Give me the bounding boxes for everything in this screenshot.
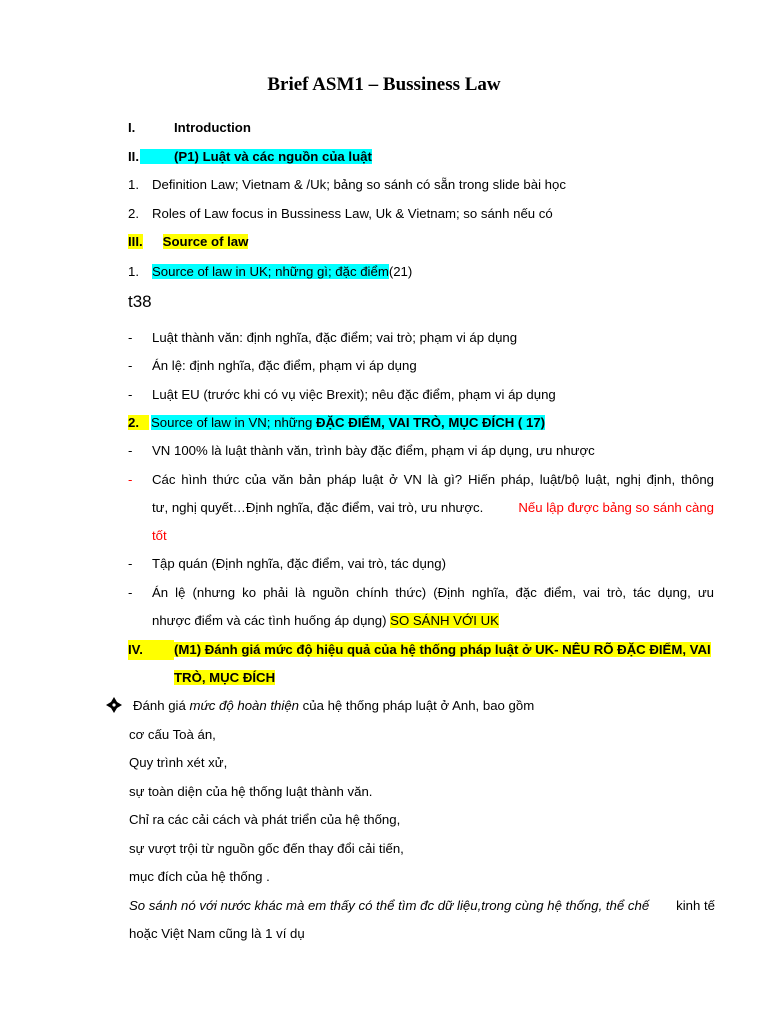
para-2: Quy trình xét xử, xyxy=(129,755,228,770)
para-4: Chỉ ra các cải cách và phát triển của hệ thống, xyxy=(129,812,401,827)
dash-5-line-3: tốt xyxy=(152,528,167,543)
bullet-1-c: của hệ thống pháp luật ở Anh, bao gồm xyxy=(298,698,535,713)
section-2-number: II. xyxy=(128,149,139,164)
section-1-number: I. xyxy=(128,120,136,135)
list-2-text: Roles of Law focus in Bussiness Law, Uk & Vietnam; so sánh nếu có xyxy=(152,206,553,221)
list-3-rest: (21) xyxy=(388,264,413,279)
dash-4-marker: - xyxy=(128,443,133,458)
para-7 xyxy=(129,896,715,916)
list-3-highlight: Source of law in UK; những gì; đặc điểm xyxy=(152,264,389,279)
document-title: Brief ASM1 – Bussiness Law xyxy=(267,74,501,95)
dash-3-marker: - xyxy=(128,387,133,402)
section-4-line-2 xyxy=(174,668,275,688)
dash-7-line-2 xyxy=(152,611,499,631)
list-2-number: 2. xyxy=(128,206,139,221)
note-t38: t38 xyxy=(128,292,152,311)
list-3-number: 1. xyxy=(128,264,139,279)
dash-5-line-2-red: Nếu lập được bảng so sánh càng xyxy=(518,500,714,515)
para-5: sự vượt trội từ nguồn gốc đến thay đổi cải tiến, xyxy=(129,841,404,856)
section-3-number: III. xyxy=(128,234,143,249)
section-2-title-wrap xyxy=(140,147,372,167)
para-8: hoặc Việt Nam cũng là 1 ví dụ xyxy=(129,926,305,941)
dash-1-marker: - xyxy=(128,330,133,345)
dash-6-text: Tập quán (Định nghĩa, đặc điểm, vai trò, tác dụng) xyxy=(152,556,446,571)
section-4-title-1: (M1) Đánh giá mức độ hiệu quả của hệ thống pháp luật ở UK- NÊU RÕ ĐẶC ĐIỂM, VAI xyxy=(174,642,711,657)
dash-5-line-2-text: tư, nghị quyết…Định nghĩa, đặc điểm, vai trò, ưu nhược. xyxy=(152,500,484,515)
section-4-number: IV. xyxy=(128,640,174,660)
list-4-bold: ĐẶC ĐIỂM, VAI TRÒ, MỤC ĐÍCH ( 17) xyxy=(315,415,546,430)
list-4-number-wrap xyxy=(128,413,149,433)
list-1-number: 1. xyxy=(128,177,139,192)
section-1-title: Introduction xyxy=(174,120,251,135)
list-3-wrap xyxy=(152,262,412,282)
dash-5-line-1: Các hình thức của văn bản pháp luật ở VN là gì? Hiến pháp, luật/bộ luật, nghị định, thông xyxy=(152,472,714,487)
bullet-1-text xyxy=(133,696,534,716)
dash-3-text: Luật EU (trước khi có vụ việc Brexit); nêu đặc điểm, phạm vi áp dụng xyxy=(152,387,556,402)
section-4-title-2: TRÒ, MỤC ĐÍCH xyxy=(174,670,276,685)
para-3: sự toàn diện của hệ thống luật thành văn. xyxy=(129,784,373,799)
list-1-text: Definition Law; Vietnam & /Uk; bảng so sánh có sẵn trong slide bài học xyxy=(152,177,566,192)
para-7-rest: kinh tế xyxy=(676,898,715,913)
list-4-highlight: Source of law in VN; những xyxy=(151,415,316,430)
dash-7-line-1: Án lệ (nhưng ko phải là nguồn chính thức) (Định nghĩa, đặc điểm, vai trò, tác dụng, ưu xyxy=(152,585,714,600)
section-2-title: (P1) Luật và các nguồn của luật xyxy=(140,149,372,164)
dash-5-line-2 xyxy=(152,498,714,518)
dash-7-marker: - xyxy=(128,585,133,600)
dash-7-line-2-text: nhược điểm và các tình huống áp dụng) xyxy=(152,613,391,628)
dash-5-marker: - xyxy=(128,472,133,487)
para-6: mục đích của hệ thống . xyxy=(129,869,270,884)
para-7-italic: So sánh nó với nước khác mà em thấy có thể tìm đc dữ liệu,trong cùng hệ thống, thể chế xyxy=(129,898,650,913)
list-4-number: 2. xyxy=(128,415,149,430)
bullet-1-b: mức độ hoàn thiện xyxy=(189,698,299,713)
dash-4-text: VN 100% là luật thành văn, trình bày đặc điểm, phạm vi áp dụng, ưu nhược xyxy=(152,443,595,458)
para-1: cơ cấu Toà án, xyxy=(129,727,216,742)
dash-2-marker: - xyxy=(128,358,133,373)
list-4-wrap xyxy=(151,413,545,433)
dash-7-line-2-highlight: SO SÁNH VỚI UK xyxy=(390,613,499,628)
section-3-wrap xyxy=(128,232,248,252)
bullet-1-a: Đánh giá xyxy=(133,698,190,713)
dash-2-text: Án lệ: định nghĩa, đặc điểm, phạm vi áp dụng xyxy=(152,358,417,373)
section-4-line-1 xyxy=(128,640,714,660)
dash-1-text: Luật thành văn: định nghĩa, đặc điểm; vai trò; phạm vi áp dụng xyxy=(152,330,518,345)
dash-6-marker: - xyxy=(128,556,133,571)
section-3-title: Source of law xyxy=(162,234,249,249)
diamond-bullet-icon xyxy=(106,697,122,713)
